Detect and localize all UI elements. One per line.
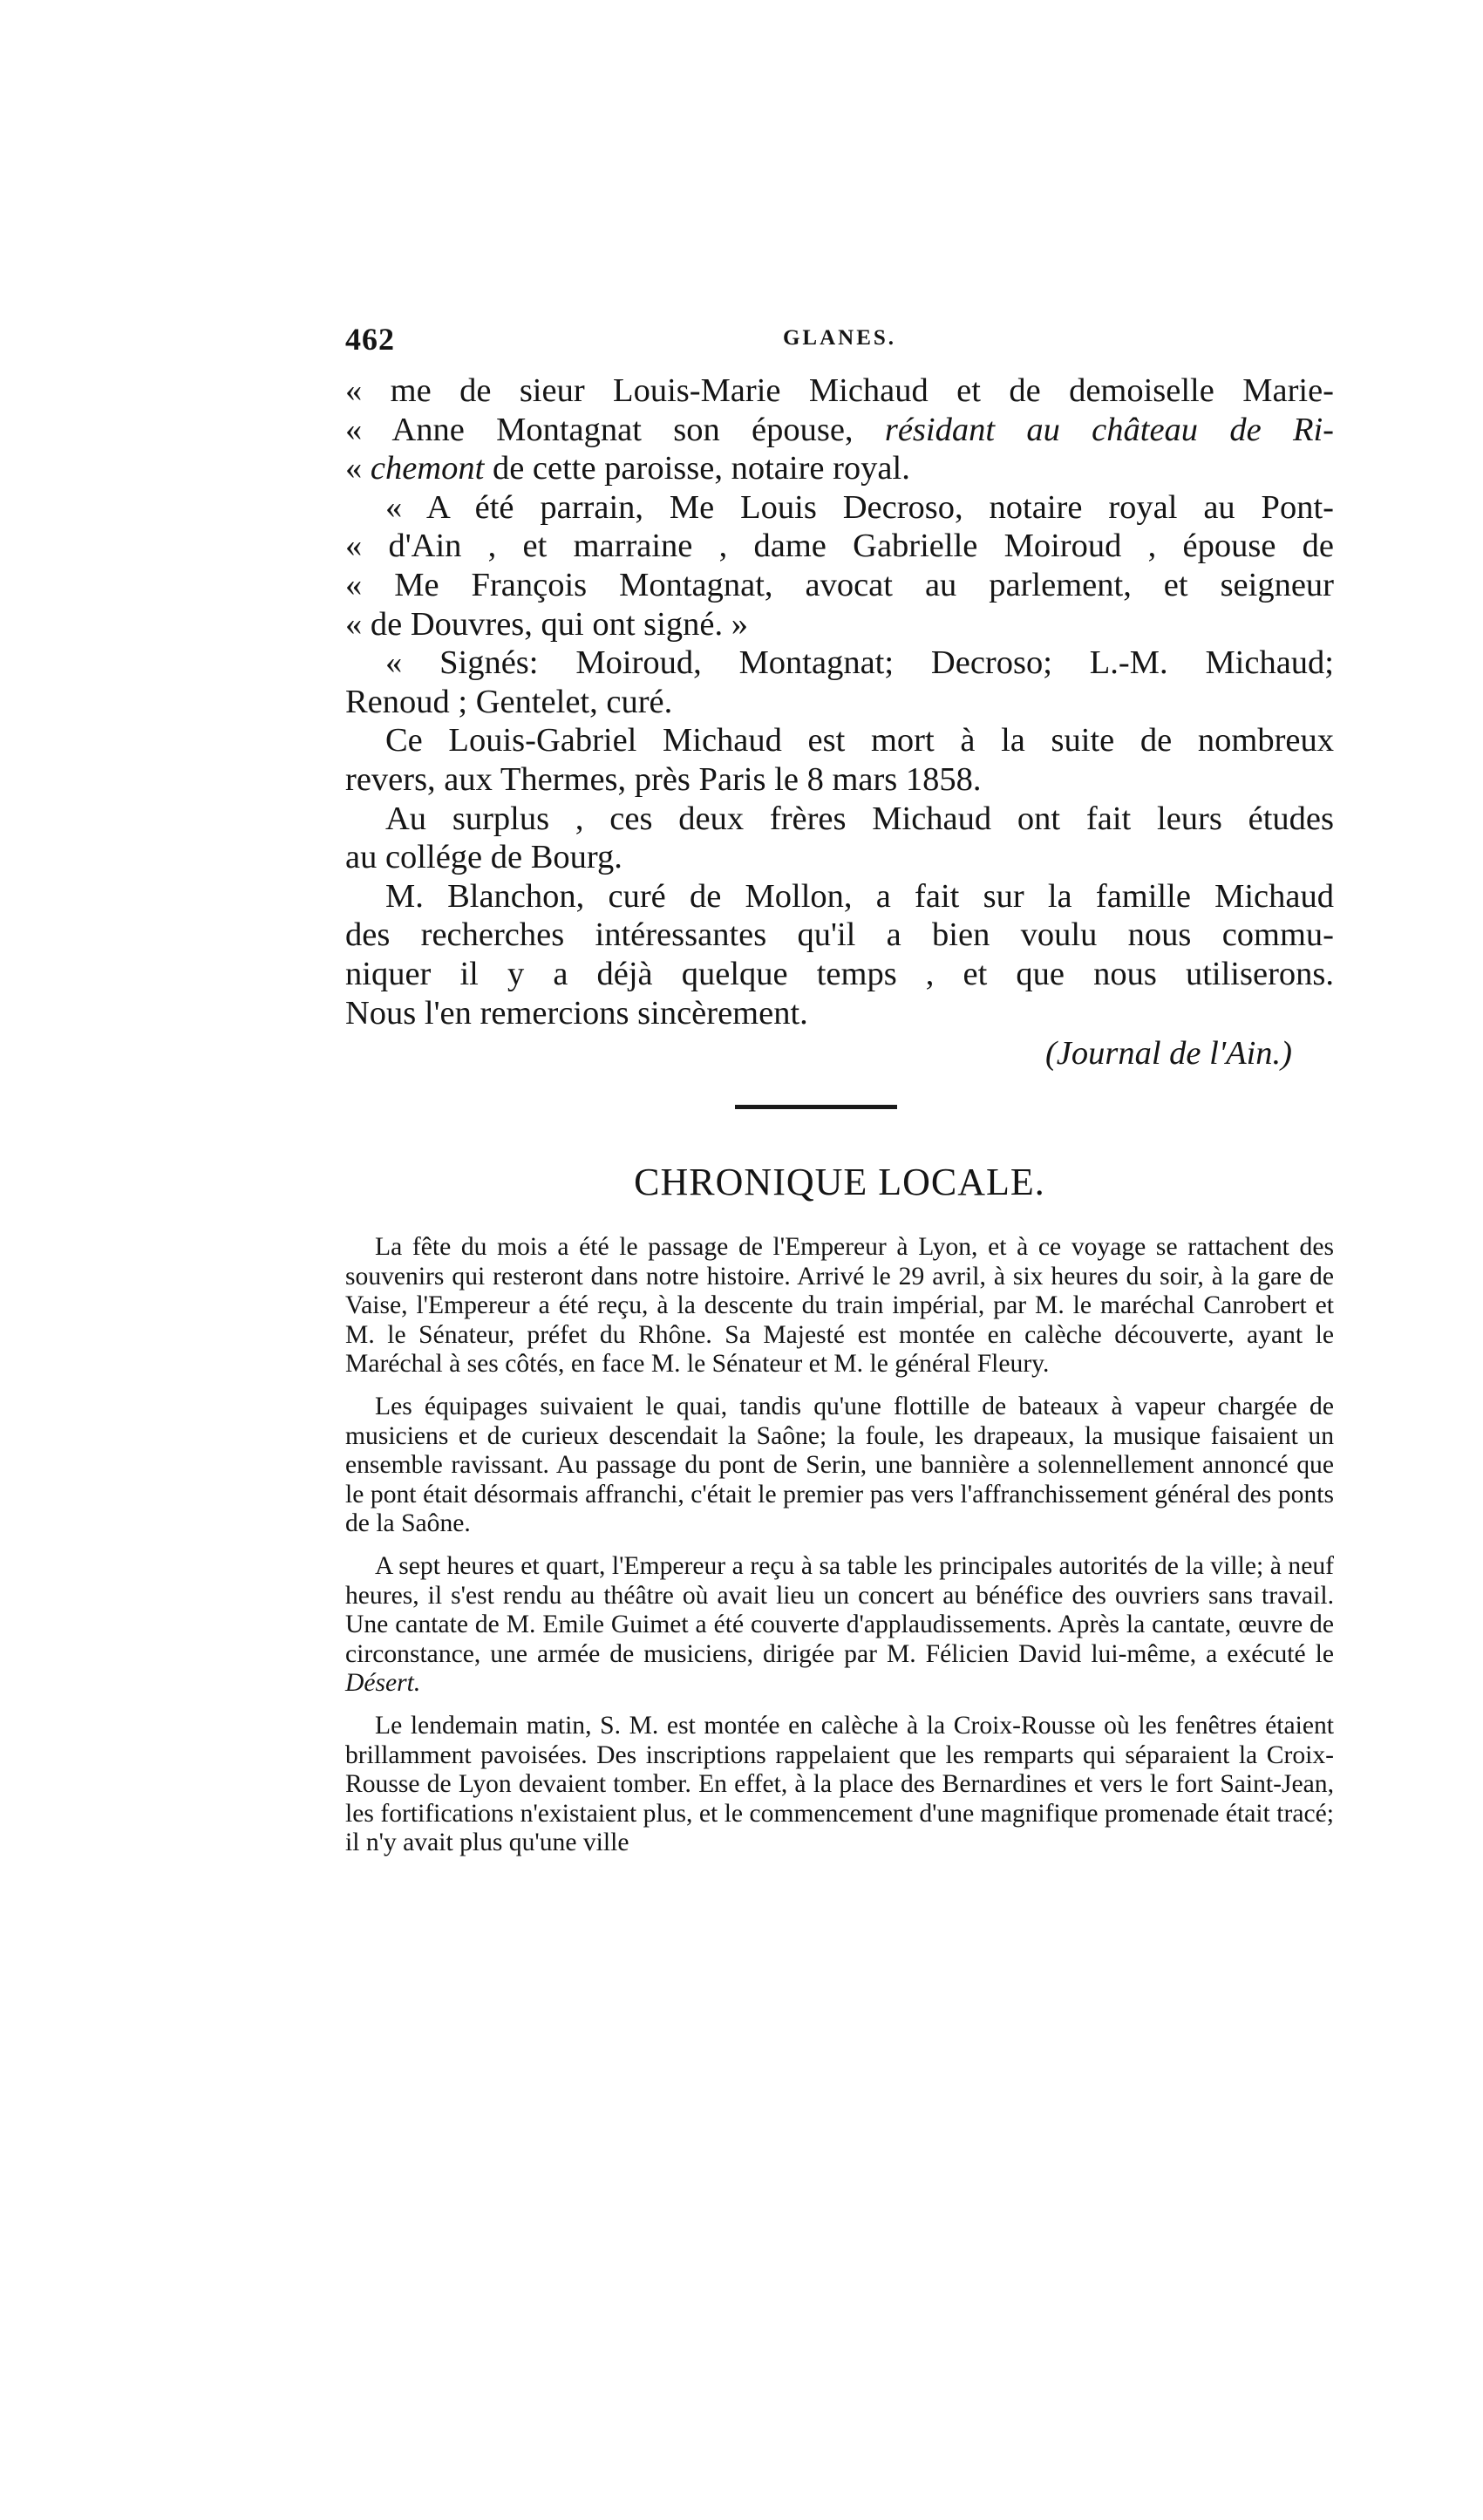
text-line: Nous l'en remercions sincèrement. <box>345 994 808 1032</box>
text-line: « Me François Montagnat, avocat au parlement, et seigneur <box>345 566 1334 603</box>
text-line: revers, aux Thermes, près Paris le 8 mars 1858. <box>345 760 982 798</box>
text-line <box>345 411 1334 450</box>
text-line: « d'Ain , et marraine , dame Gabrielle Moiroud , épouse de <box>345 528 1334 565</box>
italic-fragment: chemont <box>370 450 485 487</box>
chronique-body <box>345 1233 1334 1871</box>
source-attribution: (Journal de l'Ain.) <box>1044 1035 1292 1073</box>
text-line <box>345 449 1334 488</box>
text-fragment: de cette paroisse, notaire royal. <box>484 450 910 487</box>
italic-fragment: résidant au château de Ri- <box>884 411 1335 448</box>
text-line: « de Douvres, qui ont signé. » <box>345 605 748 643</box>
text-line: Renoud ; Gentelet, curé. <box>345 683 673 720</box>
italic-fragment: Désert. <box>345 1669 421 1698</box>
section-title: CHRONIQUE LOCALE. <box>634 1161 1045 1203</box>
text-line: M. Blanchon, curé de Mollon, a fait sur la famille Michaud <box>385 877 1334 915</box>
paragraph: Les équipages suivaient le quai, tandis qu'une flottille de bateaux à vapeur chargée de musiciens et de curieux descendait la Saône; la foule, les drapeaux, la musique faisaient un ensemble ravissant. Au passage du pont de Serin, une bannière a solennellement annoncé que le pont était désormais affranchi, c'était le premier pas vers l'affranchissement général des ponts de la Saône. <box>345 1392 1334 1538</box>
quote-mark: « <box>345 450 371 487</box>
text-line: Au surplus , ces deux frères Michaud ont fait leurs études <box>385 800 1334 837</box>
text-line: au collége de Bourg. <box>345 839 622 876</box>
section-divider <box>735 1105 897 1109</box>
page-number: 462 <box>345 322 395 357</box>
paragraph: La fête du mois a été le passage de l'Empereur à Lyon, et à ce voyage se rattachent des souvenirs qui resteront dans notre histoire. Arrivé le 29 avril, à six heures du soir, à la gare de Vaise, l'Empereur a été reçu, à la descente du train impérial, par M. le maréchal Canrobert et M. le Sénateur, préfet du Rhône. Sa Majesté est montée en calèche découverte, ayant le Maréchal à ses côtés, en face M. le Sénateur et M. le général Fleury. <box>345 1233 1334 1379</box>
paragraph <box>345 1552 1334 1699</box>
text-fragment: A sept heures et quart, l'Empereur a reçu à sa table les principales autorités de la ville; à neuf heures, il s'est rendu au théâtre où avait lieu un concert au bénéfice des ouvriers sans travail. Une cantate de M. Emile Guimet a été couverte d'applaudissements. Après la cantate, œuvre de circonstance, une armée de musiciens, dirigée par M. Félicien David lui-même, a exécuté le <box>345 1551 1334 1668</box>
text-line: Ce Louis-Gabriel Michaud est mort à la suite de nombreux <box>385 722 1334 759</box>
upper-text-block <box>345 371 1334 1073</box>
text-line: niquer il y a déjà quelque temps , et que nous utiliserons. <box>345 955 1334 992</box>
paragraph: Le lendemain matin, S. M. est montée en calèche à la Croix-Rousse où les fenêtres étaient brillamment pavoisées. Des inscriptions rappelaient que les remparts qui séparaient la Croix-Rousse de Lyon devaient tomber. En effet, à la place des Bernardines et vers le fort Saint-Jean, les fortifications n'existaient plus, et le commencement d'une magnifique promenade était tracé; il n'y avait plus qu'une ville <box>345 1711 1334 1857</box>
text-line: « me de sieur Louis-Marie Michaud et de demoiselle Marie- <box>345 372 1334 409</box>
text-line: « Signés: Moiroud, Montagnat; Decroso; L.-M. Michaud; <box>385 644 1334 682</box>
text-line: « A été parrain, Me Louis Decroso, notaire royal au Pont- <box>385 488 1334 526</box>
page-header <box>345 321 1334 359</box>
text-line: des recherches intéressantes qu'il a bien voulu nous commu- <box>345 916 1334 954</box>
text-fragment: « Anne Montagnat son épouse, <box>345 411 854 448</box>
running-title: GLANES. <box>782 326 897 350</box>
